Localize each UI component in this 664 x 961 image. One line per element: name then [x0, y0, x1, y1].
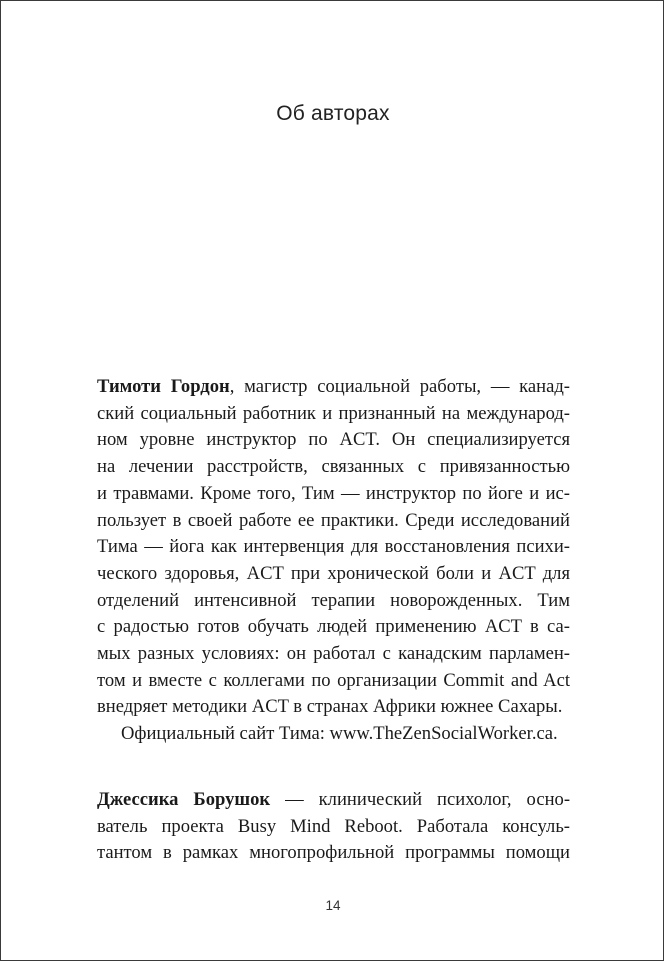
text-line: Тимоти Гордон, магистр социальной работы, — канад- — [97, 376, 571, 397]
text-line: том и вместе с коллегами по организации Commit and Act — [97, 669, 570, 691]
text-line: внедряет методики ACT в странах Африки южнее Сахары. — [97, 696, 563, 718]
page-number: 14 — [325, 898, 341, 913]
text-line: Джессика Борушок — клинический психолог, осно- — [97, 789, 571, 810]
bio-paragraph — [97, 787, 570, 867]
author-bio-gordon — [97, 374, 570, 748]
author-name: Тимоти Гордон — [97, 376, 230, 397]
website-line: Официальный сайт Тима: www.TheZenSocialWorker.ca. — [121, 723, 558, 745]
text-line: ном уровне инструктор по ACT. Он специализируется — [97, 429, 570, 451]
text-line: и травмами. Кроме того, Тим — инструктор по йоге и ис- — [97, 482, 570, 504]
text-line: с радостью готов обучать людей применению ACT в са- — [97, 616, 570, 638]
website-paragraph — [97, 721, 570, 748]
bio-paragraph — [97, 374, 570, 721]
author-name: Джессика Борушок — [97, 789, 271, 810]
text-line: Тима — йога как интервенция для восстановления психи- — [97, 536, 570, 558]
text-line: ческого здоровья, ACT при хронической боли и ACT для — [97, 562, 570, 584]
text-line: ватель проекта Busy Mind Reboot. Работала консуль- — [97, 815, 570, 837]
text-line: мых разных условиях: он работал с канадским парламен- — [97, 643, 570, 665]
text-line: ский социальный работник и признанный на международ- — [97, 402, 570, 424]
author-bio-boryshok — [97, 787, 570, 867]
text-line: на лечении расстройств, связанных с привязанностью — [97, 456, 570, 478]
text-line: пользует в своей работе ее практики. Среди исследований — [97, 509, 570, 531]
text-line: тантом в рамках многопрофильной программы помощи — [97, 842, 570, 864]
text-line: отделений интенсивной терапии новорожденных. Тим — [97, 589, 570, 611]
section-heading: Об авторах — [276, 102, 390, 125]
